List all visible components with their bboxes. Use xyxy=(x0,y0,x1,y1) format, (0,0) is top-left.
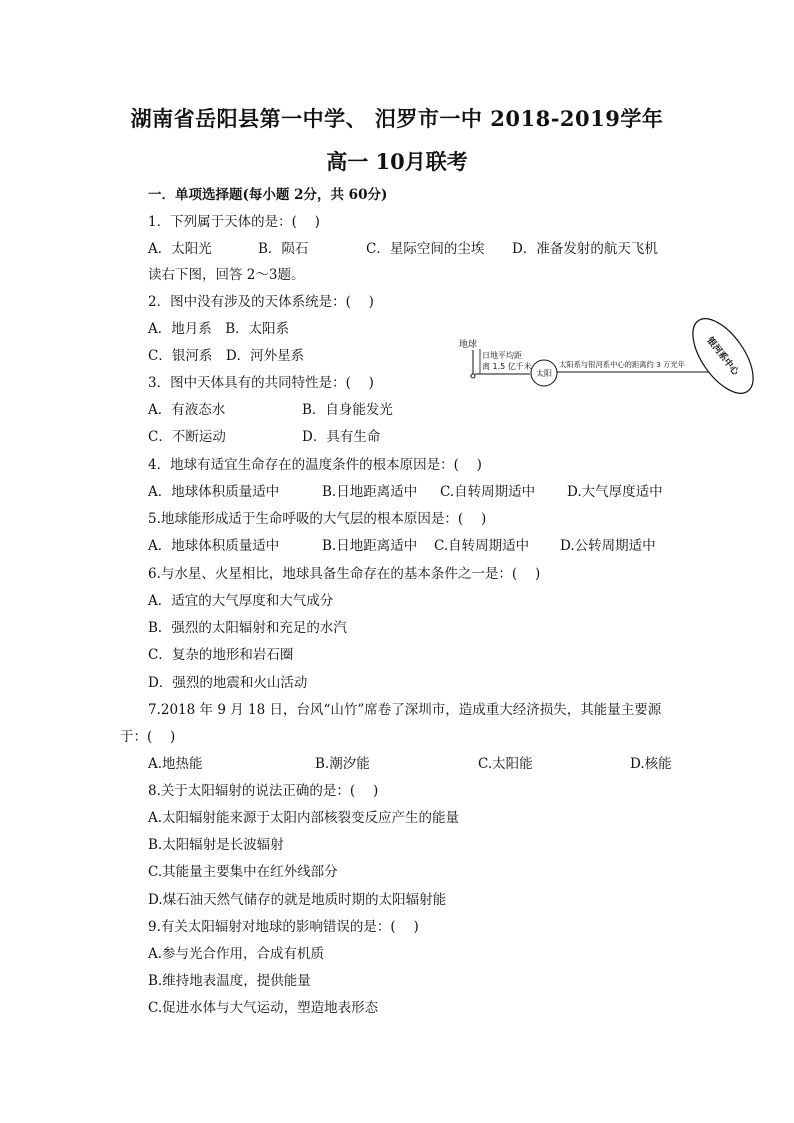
q2-options-cd: C．银河系 D．河外星系 xyxy=(148,348,305,364)
q7-option-a: A.地热能 xyxy=(148,756,203,772)
q3-option-a: A．有液态水 xyxy=(148,402,226,418)
q5-option-a: A．地球体积质量适中 xyxy=(148,538,280,554)
q3-option-c: C．不断运动 xyxy=(148,429,226,445)
q8-option-a: A.太阳辐射能来源于太阳内部核裂变反应产生的能量 xyxy=(148,810,460,826)
q1-option-c: C．星际空间的尘埃 xyxy=(366,241,485,257)
earth-label: 地球 xyxy=(459,340,478,350)
q2-stem: 2．图中没有涉及的天体系统是：( ) xyxy=(148,294,374,310)
q9-option-c: C.促进水体与大气运动，塑造地表形态 xyxy=(148,1000,379,1016)
section-heading: 一．单项选择题(每小题 2分，共 60分) xyxy=(148,187,388,203)
q5-option-c: C.自转周期适中 xyxy=(434,538,530,554)
q3-stem: 3．图中天体具有的共同特性是：( ) xyxy=(148,375,374,391)
q6-stem: 6.与水星、火星相比，地球具备生命存在的基本条件之一是：( ) xyxy=(148,566,541,582)
q1-stem: 1．下列属于天体的是：( ) xyxy=(148,214,320,230)
q5-option-b: B.日地距离适中 xyxy=(322,538,418,554)
q3-option-d: D．具有生命 xyxy=(302,429,381,445)
sun-label: 太阳 xyxy=(536,369,552,378)
q9-stem: 9.有关太阳辐射对地球的影响错误的是：( ) xyxy=(148,919,419,935)
q6-option-a: A．适宜的大气厚度和大气成分 xyxy=(148,593,334,609)
q1-option-d: D．准备发射的航天飞机 xyxy=(512,241,658,257)
q7-stem-line1: 7.2018 年 9 月 18 日，台风“山竹”席卷了深圳市，造成重大经济损失，其能量主要源 xyxy=(148,702,662,718)
exam-subtitle: 高一 10月联考 xyxy=(326,149,468,174)
q9-option-a: A.参与光合作用，合成有机质 xyxy=(148,946,325,962)
q9-option-b: B.维持地表温度，提供能量 xyxy=(148,973,311,989)
earth-marker xyxy=(471,374,475,378)
galaxy-center-label: 银河系中心 xyxy=(704,335,741,378)
q4-stem: 4．地球有适宜生命存在的温度条件的根本原因是：( ) xyxy=(148,457,482,473)
q4-option-b: B.日地距离适中 xyxy=(322,484,418,500)
earth-sun-distance-line1: 日地平均距 xyxy=(482,351,522,360)
q8-option-c: C.其能量主要集中在红外线部分 xyxy=(148,864,338,880)
q1-option-b: B．陨石 xyxy=(258,241,309,257)
instruction-2-3: 读右下图，回答 2～3题。 xyxy=(148,267,305,283)
q8-option-b: B.太阳辐射是长波辐射 xyxy=(148,837,284,853)
q6-option-d: D．强烈的地震和火山活动 xyxy=(148,675,308,691)
q4-option-d: D.大气厚度适中 xyxy=(567,484,663,500)
celestial-system-diagram xyxy=(455,316,755,401)
q3-option-b: B．自身能发光 xyxy=(302,402,393,418)
q6-option-c: C．复杂的地形和岩石圈 xyxy=(148,647,294,663)
q6-option-b: B．强烈的太阳辐射和充足的水汽 xyxy=(148,620,347,636)
q4-option-a: A．地球体积质量适中 xyxy=(148,484,280,500)
q7-option-d: D.核能 xyxy=(630,756,672,772)
q1-option-a: A．太阳光 xyxy=(148,241,212,257)
q7-option-c: C.太阳能 xyxy=(478,756,533,772)
q7-option-b: B.潮汐能 xyxy=(315,756,370,772)
q5-stem: 5.地球能形成适于生命呼吸的大气层的根本原因是：( ) xyxy=(148,511,487,527)
q2-options-ab: A．地月系 B．太阳系 xyxy=(148,321,290,337)
q8-stem: 8.关于太阳辐射的说法正确的是：( ) xyxy=(148,783,379,799)
q5-option-d: D.公转周期适中 xyxy=(560,538,656,554)
exam-title: 湖南省岳阳县第一中学、 汨罗市一中 2018-2019学年 xyxy=(130,106,664,131)
q4-option-c: C.自转周期适中 xyxy=(440,484,536,500)
earth-sun-distance-line2: 离 1.5 亿千米 xyxy=(482,362,532,371)
q7-stem-line2: 于：( ) xyxy=(120,729,176,745)
sun-galaxy-distance: 太阳系与银河系中心的距离约 3 万光年 xyxy=(559,360,686,369)
q8-option-d: D.煤石油天然气储存的就是地质时期的太阳辐射能 xyxy=(148,892,447,908)
